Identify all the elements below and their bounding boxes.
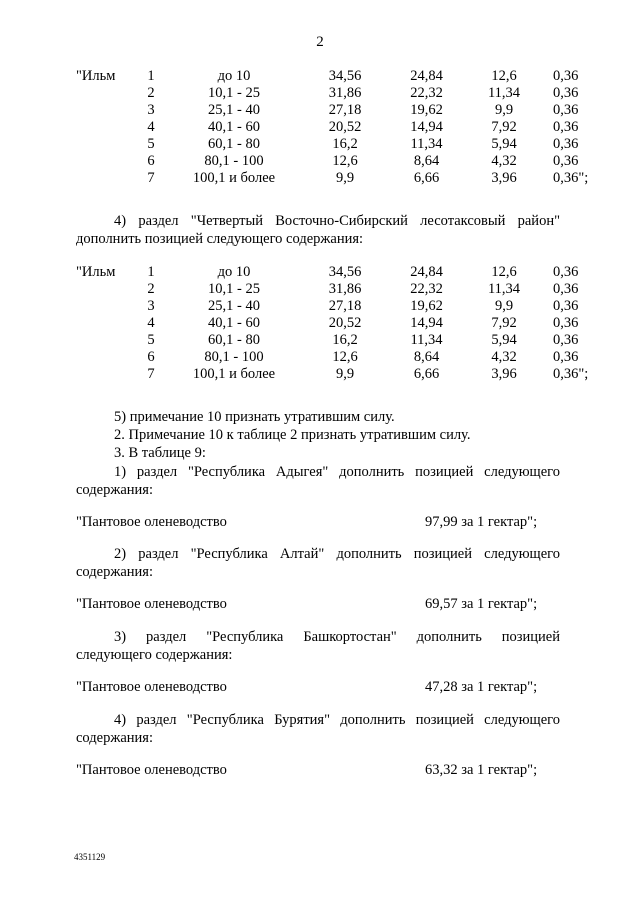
cell-range: до 10 (217, 68, 251, 84)
cell-v4: 0,36 (553, 136, 579, 152)
cell-v2: 11,34 (410, 136, 443, 152)
cell-v4: 0,36 (553, 119, 579, 135)
cell-name (76, 315, 136, 332)
table-row (76, 68, 604, 85)
cell-v2: 22,32 (410, 281, 443, 297)
cell-v3: 9,9 (494, 102, 514, 118)
cell-range: до 10 (217, 264, 251, 280)
cell-no: 7 (147, 366, 155, 382)
table-row (76, 281, 604, 298)
cell-range: 100,1 и более (192, 170, 276, 186)
cell-name (76, 298, 136, 315)
cell-v2: 6,66 (413, 366, 440, 382)
cell-no: 6 (147, 153, 155, 169)
cell-no: 4 (147, 315, 155, 331)
cell-v1: 12,6 (332, 349, 358, 365)
cell-v2: 19,62 (410, 298, 443, 314)
cell-name (76, 85, 136, 102)
item-value: 97,99 за 1 гектар"; (425, 514, 538, 530)
cell-v4: 0,36 (553, 68, 579, 84)
document-code: 4351129 (74, 852, 106, 862)
cell-name (76, 136, 136, 153)
cell-no: 5 (147, 332, 155, 348)
cell-v2: 14,94 (410, 119, 443, 135)
cell-v1: 9,9 (335, 366, 355, 382)
cell-name (76, 170, 136, 187)
cell-name (76, 153, 136, 170)
cell-v1: 20,52 (328, 119, 362, 135)
cell-v2: 24,84 (410, 264, 443, 280)
cell-no: 5 (147, 136, 155, 152)
cell-v2: 19,62 (410, 102, 443, 118)
item-name: "Пантовое оленеводство (76, 596, 227, 612)
item-name: "Пантовое оленеводство (76, 762, 227, 778)
list-item (76, 513, 560, 531)
paragraph-altai-line2: содержания: (76, 564, 154, 580)
cell-v2: 8,64 (413, 349, 440, 365)
cell-v4: 0,36 (553, 85, 579, 101)
cell-no: 2 (147, 281, 155, 297)
cell-v1: 34,56 (328, 264, 362, 280)
table-row (76, 119, 604, 136)
cell-range: 10,1 - 25 (208, 85, 260, 101)
cell-range: 40,1 - 60 (208, 119, 260, 135)
cell-name: "Ильм (76, 68, 116, 84)
cell-v1: 31,86 (328, 85, 362, 101)
table-row (76, 170, 604, 187)
paragraph-adygea-line1: 1) раздел "Республика Адыгея" дополнить позицией следующего (114, 464, 560, 480)
paragraph-altai-line1: 2) раздел "Республика Алтай" дополнить позицией следующего (114, 546, 560, 562)
paragraph-table-2-note: 2. Примечание 10 к таблице 2 признать утратившим силу. (114, 427, 471, 443)
cell-v3: 11,34 (487, 281, 521, 297)
cell-range: 80,1 - 100 (204, 349, 264, 365)
cell-v4: 0,36"; (553, 170, 589, 186)
cell-v2: 8,64 (413, 153, 440, 169)
cell-v3: 12,6 (491, 264, 517, 280)
paragraph-section-4-line1: 4) раздел "Четвертый Восточно-Сибирский лесотаксовый район" (114, 213, 560, 229)
cell-no: 3 (147, 298, 155, 314)
cell-v1: 27,18 (328, 102, 362, 118)
item-value: 69,57 за 1 гектар"; (425, 596, 538, 612)
table-row (76, 366, 604, 383)
cell-v4: 0,36 (553, 315, 579, 331)
item-name: "Пантовое оленеводство (76, 679, 227, 695)
cell-v4: 0,36"; (553, 366, 589, 382)
cell-no: 1 (147, 68, 155, 84)
cell-name: "Ильм (76, 264, 116, 280)
cell-name (76, 281, 136, 298)
cell-name (76, 349, 136, 366)
paragraph-note-10: 5) примечание 10 признать утратившим силу. (114, 409, 395, 425)
table-row (76, 349, 604, 366)
page-number: 2 (316, 34, 324, 50)
paragraph-bashkortostan-line2: следующего содержания: (76, 647, 233, 663)
list-item (76, 595, 560, 613)
cell-v1: 31,86 (328, 281, 362, 297)
cell-v3: 5,94 (491, 136, 517, 152)
cell-no: 7 (147, 170, 155, 186)
cell-v2: 11,34 (410, 332, 443, 348)
cell-range: 10,1 - 25 (208, 281, 260, 297)
table-row (76, 332, 604, 349)
cell-v4: 0,36 (553, 153, 579, 169)
cell-v2: 24,84 (410, 68, 443, 84)
cell-range: 60,1 - 80 (208, 136, 260, 152)
cell-v4: 0,36 (553, 281, 579, 297)
cell-no: 6 (147, 349, 155, 365)
cell-name (76, 366, 136, 383)
cell-v2: 6,66 (413, 170, 440, 186)
cell-v3: 3,96 (491, 366, 517, 382)
cell-range: 80,1 - 100 (204, 153, 264, 169)
cell-v1: 34,56 (328, 68, 362, 84)
cell-v3: 7,92 (491, 315, 517, 331)
rates-table-2 (76, 264, 604, 383)
cell-v3: 4,32 (491, 349, 517, 365)
table-row (76, 315, 604, 332)
paragraph-buryatia-line2: содержания: (76, 730, 154, 746)
cell-v2: 14,94 (410, 315, 443, 331)
table-row (76, 102, 604, 119)
cell-v3: 11,34 (487, 85, 521, 101)
cell-no: 2 (147, 85, 155, 101)
cell-v4: 0,36 (553, 102, 579, 118)
item-value: 63,32 за 1 гектар"; (425, 762, 538, 778)
item-value: 47,28 за 1 гектар"; (425, 679, 538, 695)
cell-v3: 12,6 (491, 68, 517, 84)
cell-name (76, 119, 136, 136)
cell-range: 25,1 - 40 (208, 298, 260, 314)
cell-v1: 16,2 (332, 332, 358, 348)
cell-v4: 0,36 (553, 349, 579, 365)
cell-name (76, 332, 136, 349)
table-row (76, 153, 604, 170)
cell-v1: 16,2 (332, 136, 358, 152)
table-row (76, 298, 604, 315)
paragraph-buryatia-line1: 4) раздел "Республика Бурятия" дополнить позицией следующего (114, 712, 560, 728)
cell-range: 40,1 - 60 (208, 315, 260, 331)
item-name: "Пантовое оленеводство (76, 514, 227, 530)
table-row (76, 136, 604, 153)
cell-v2: 22,32 (410, 85, 443, 101)
cell-v3: 4,32 (491, 153, 517, 169)
list-item (76, 678, 560, 696)
cell-v4: 0,36 (553, 332, 579, 348)
cell-v3: 9,9 (494, 298, 514, 314)
cell-no: 3 (147, 102, 155, 118)
table-row (76, 264, 604, 281)
cell-no: 4 (147, 119, 155, 135)
paragraph-bashkortostan-line1: 3) раздел "Республика Башкортостан" дополнить позицией (114, 629, 560, 645)
rates-table-1 (76, 68, 604, 187)
cell-v1: 20,52 (328, 315, 362, 331)
paragraph-section-4-line2: дополнить позицией следующего содержания: (76, 231, 364, 247)
cell-range: 60,1 - 80 (208, 332, 260, 348)
cell-v4: 0,36 (553, 298, 579, 314)
table-row (76, 85, 604, 102)
cell-no: 1 (147, 264, 155, 280)
cell-v1: 9,9 (335, 170, 355, 186)
cell-v1: 12,6 (332, 153, 358, 169)
cell-v4: 0,36 (553, 264, 579, 280)
cell-v3: 7,92 (491, 119, 517, 135)
list-item (76, 761, 560, 779)
cell-range: 25,1 - 40 (208, 102, 260, 118)
paragraph-adygea-line2: содержания: (76, 482, 154, 498)
cell-range: 100,1 и более (192, 366, 276, 382)
cell-v3: 5,94 (491, 332, 517, 348)
cell-v1: 27,18 (328, 298, 362, 314)
cell-v3: 3,96 (491, 170, 517, 186)
paragraph-table-9: 3. В таблице 9: (114, 445, 206, 461)
cell-name (76, 102, 136, 119)
